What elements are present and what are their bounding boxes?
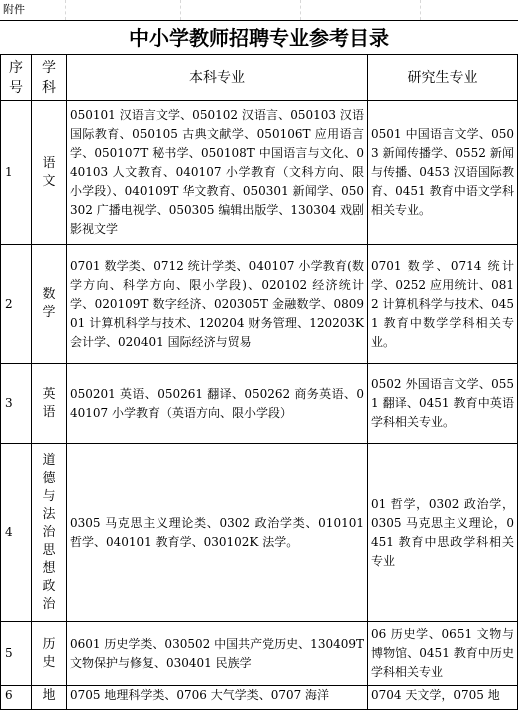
row-subject: 道德与法治思想政治: [32, 444, 67, 622]
row-index: 1: [1, 101, 32, 245]
row-graduate-majors: 0501 中国语言文学、0503 新闻传播学、0552 新闻与传播、0453 汉语国际教育、0451 教育中语文学科相关专业。: [368, 101, 518, 245]
header-graduate: 研究生专业: [368, 55, 518, 101]
table-row: [1, 245, 518, 364]
row-undergraduate-majors: 0601 历史学类、030502 中国共产党历史、130409T 文物保护与修复、030401 民族学: [67, 622, 368, 686]
row-undergraduate-majors: 050101 汉语言文学、050102 汉语言、050103 汉语国际教育、050105 古典文献学、050106T 应用语言学、050107T 秘书学、050108T 中国语言与文化、040103 人文教育、040107 小学教育（文科方向、限小学段）、040109T 华文教育、050301 新闻学、050302 广播电视学、050305 编辑出版学、130304 戏剧影视文学: [67, 101, 368, 245]
cell-gridline: [300, 0, 301, 20]
row-subject: 英语: [32, 364, 67, 444]
row-subject: 历史: [32, 622, 67, 686]
row-subject: 数学: [32, 245, 67, 364]
row-index: 2: [1, 245, 32, 364]
row-subject: 地: [32, 686, 67, 710]
attachment-label: 附件: [3, 3, 25, 16]
row-graduate-majors: 01 哲学，0302 政治学，0305 马克思主义理论，0451 教育中思政学科相关专业: [368, 444, 518, 622]
row-undergraduate-majors: 0701 数学类、0712 统计学类、040107 小学教育(数学方向、科学方向、限小学段)、020102 经济统计学、020109T 数字经济、020305T 金融数学、080901 计算机科学与技术、120204 财务管理、120203K 会计学、020401 国际经济与贸易: [67, 245, 368, 364]
row-index: 3: [1, 364, 32, 444]
table-header-row: [1, 55, 518, 101]
row-graduate-majors: 0502 外国语言文学、0551 翻译、0451 教育中英语学科相关专业。: [368, 364, 518, 444]
table-row: [1, 101, 518, 245]
row-graduate-majors: 0704 天文学，0705 地: [368, 686, 518, 710]
table-row: [1, 686, 518, 710]
table-row: [1, 364, 518, 444]
cell-gridline: [180, 0, 181, 20]
cell-gridline: [65, 0, 66, 20]
attachment-header: [0, 0, 518, 20]
major-catalog-table: [0, 54, 518, 710]
row-graduate-majors: 0701 数学、0714 统计学、0252 应用统计、0812 计算机科学与技术、0451 教育中数学学科相关专业。: [368, 245, 518, 364]
header-undergraduate: 本科专业: [67, 55, 368, 101]
row-index: 6: [1, 686, 32, 710]
row-index: 4: [1, 444, 32, 622]
header-index: 序号: [1, 55, 32, 101]
cell-gridline: [420, 0, 421, 20]
row-undergraduate-majors: 0705 地理科学类、0706 大气学类、0707 海洋: [67, 686, 368, 710]
table-row: [1, 622, 518, 686]
row-subject: 语文: [32, 101, 67, 245]
header-subject: 学科: [32, 55, 67, 101]
row-graduate-majors: 06 历史学、0651 文物与博物馆、0451 教育中历史学科相关专业: [368, 622, 518, 686]
row-undergraduate-majors: 0305 马克思主义理论类、0302 政治学类、010101 哲学、040101 教育学、030102K 法学。: [67, 444, 368, 622]
table-row: [1, 444, 518, 622]
page-title: 中小学教师招聘专业参考目录: [0, 20, 518, 54]
row-index: 5: [1, 622, 32, 686]
row-undergraduate-majors: 050201 英语、050261 翻译、050262 商务英语、040107 小学教育（英语方向、限小学段）: [67, 364, 368, 444]
